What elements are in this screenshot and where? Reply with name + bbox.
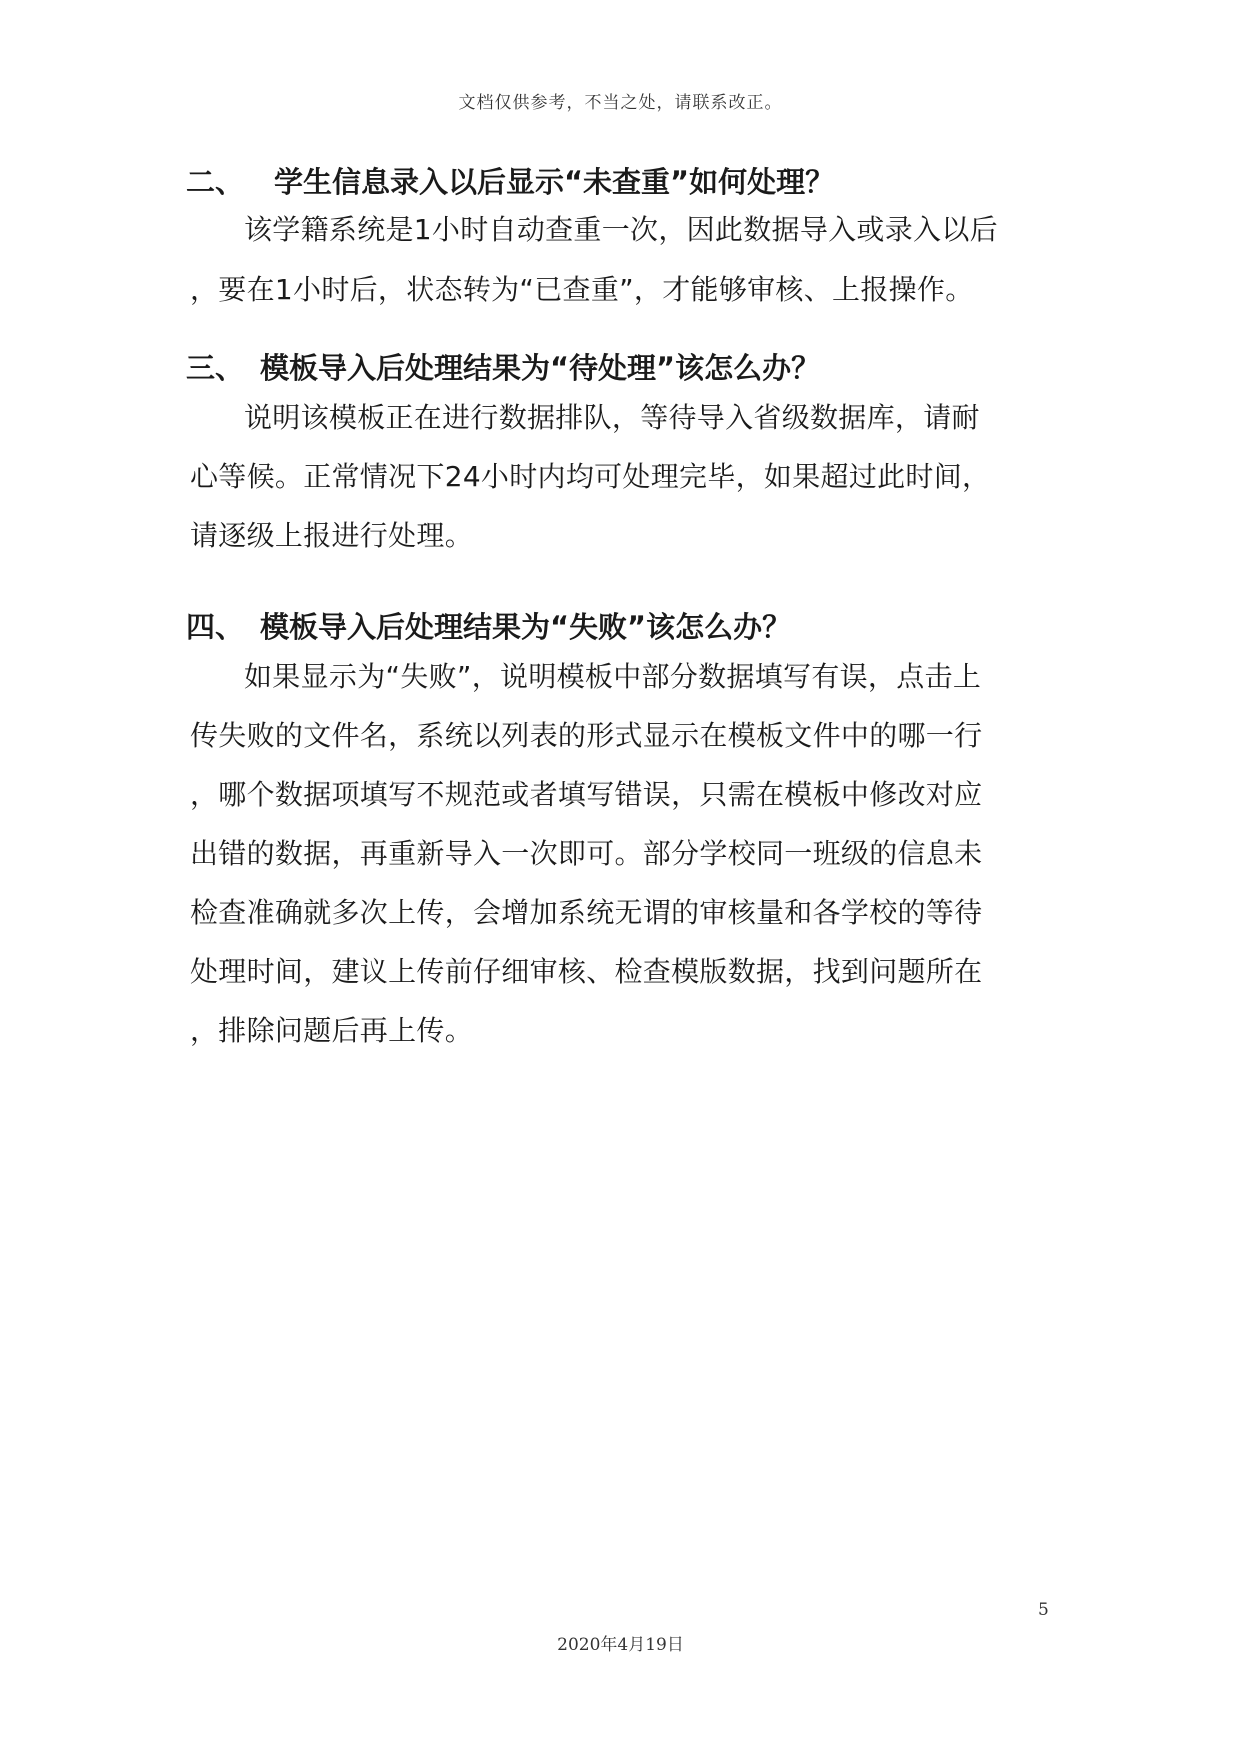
paragraph-line: 出错的数据，再重新导入一次即可。部分学校同一班级的信息未 bbox=[190, 837, 983, 870]
footer-date: 2020年4月19日 bbox=[557, 1635, 684, 1655]
section-paragraph bbox=[190, 388, 990, 565]
section-title: 模板导入后处理结果为“待处理”该怎么办？ bbox=[260, 351, 821, 385]
paragraph-line: 请逐级上报进行处理。 bbox=[190, 519, 474, 552]
section-number: 二、 bbox=[186, 165, 245, 199]
page-number: 5 bbox=[1038, 1600, 1049, 1620]
section-3 bbox=[186, 346, 1066, 552]
section-title: 学生信息录入以后显示“未查重”如何处理？ bbox=[274, 165, 835, 199]
header-disclaimer: 文档仅供参考，不当之处，请联系改正。 bbox=[458, 93, 783, 113]
paragraph-line: 检查准确就多次上传，会增加系统无谓的审核量和各学校的等待 bbox=[190, 896, 983, 929]
section-title: 模板导入后处理结果为“失败”该怎么办？ bbox=[260, 610, 792, 644]
paragraph-line: 说明该模板正在进行数据排队，等待导入省级数据库，请耐 bbox=[244, 401, 980, 434]
paragraph-line: 该学籍系统是1小时自动查重一次，因此数据导入或录入以后 bbox=[244, 213, 998, 246]
paragraph-line: ，哪个数据项填写不规范或者填写错误，只需在模板中修改对应 bbox=[190, 778, 983, 811]
section-number: 三、 bbox=[186, 351, 245, 385]
section-4 bbox=[186, 605, 1066, 1047]
paragraph-line: ，要在1小时后，状态转为“已查重”，才能够审核、上报操作。 bbox=[190, 273, 974, 306]
paragraph-line: 传失败的文件名，系统以列表的形式显示在模板文件中的哪一行 bbox=[190, 719, 983, 752]
section-heading bbox=[186, 605, 1066, 649]
paragraph-line: ，排除问题后再上传。 bbox=[190, 1014, 474, 1047]
section-number: 四、 bbox=[186, 610, 245, 644]
section-2 bbox=[186, 160, 1066, 306]
section-paragraph bbox=[190, 647, 982, 1060]
section-paragraph bbox=[190, 200, 998, 320]
paragraph-line: 如果显示为“失败”，说明模板中部分数据填写有误，点击上 bbox=[244, 660, 982, 693]
section-heading bbox=[186, 160, 1066, 204]
paragraph-line: 处理时间，建议上传前仔细审核、检查模版数据，找到问题所在 bbox=[190, 955, 983, 988]
paragraph-line: 心等候。正常情况下24小时内均可处理完毕，如果超过此时间， bbox=[190, 460, 991, 493]
section-heading bbox=[186, 346, 1066, 390]
